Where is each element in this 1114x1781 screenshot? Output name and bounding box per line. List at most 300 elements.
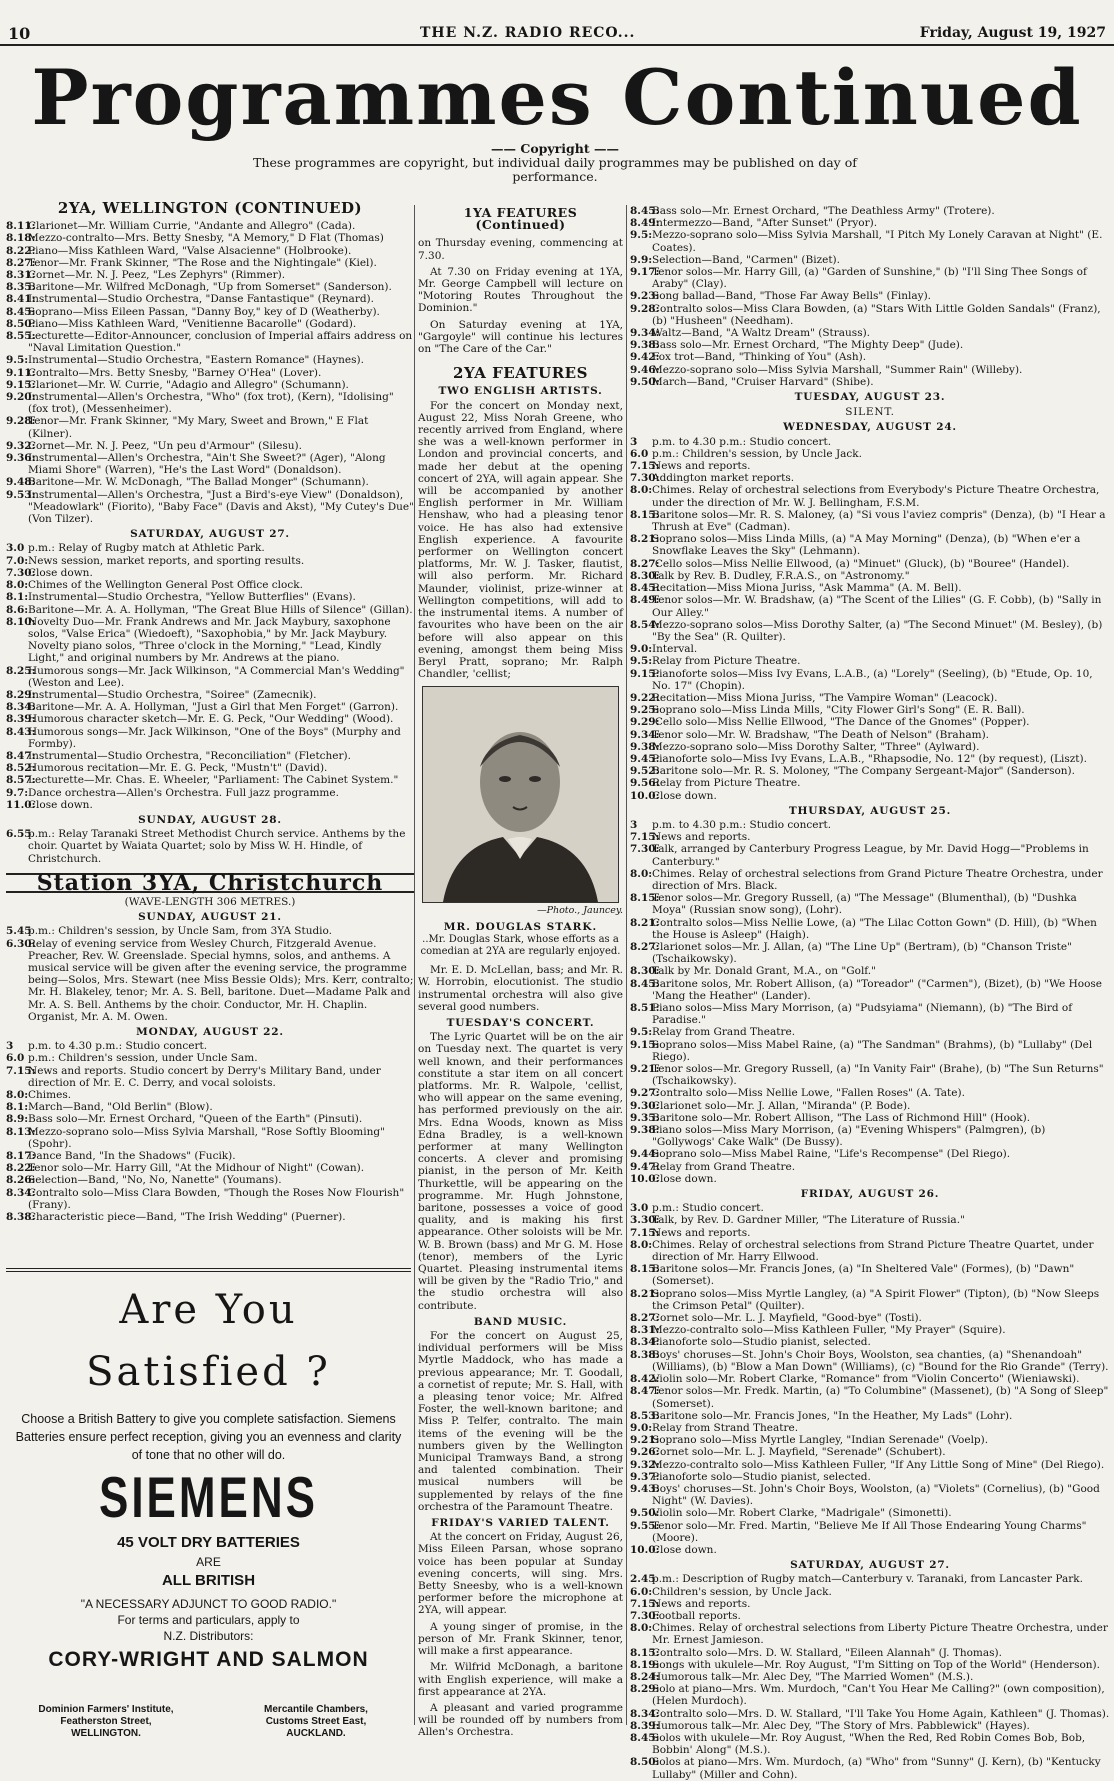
programme-time: 8.15: — [630, 1646, 660, 1659]
programme-time: 7.15: — [630, 460, 660, 473]
photo-caption-text: ..Mr. Douglas Stark, whose efforts as a comedian at 2YA are regularly enjoyed. — [420, 933, 621, 957]
programme-item — [630, 1586, 1110, 1598]
programme-item — [6, 257, 414, 269]
article-paragraph: Mr. E. D. McLellan, bass; and Mr. R. W. Horrobin, elocutionist. The studio instrumental orchestra will also give several good numbers. — [418, 964, 623, 1013]
programme-time: 8.0: — [630, 1238, 653, 1251]
ad-body: Choose a British Battery to give you complete satisfaction. Siemens Batteries ensure perfect reception, giving you an evenness and clarity of tone that no other will do. — [15, 1412, 402, 1462]
day-heading: TUESDAY, AUGUST 23. — [794, 391, 946, 404]
programme-list — [630, 436, 1110, 802]
copyright-notice: —— Copyright —— These programmes are copyright, but individual daily programmes may be published on day of performance. — [230, 142, 880, 184]
programme-item — [6, 591, 414, 603]
programme-description: Instrumental—Allen's Orchestra, "Who" (fox trot), (Kern), "Idolising" (fox trot), (Messenheimer). — [28, 391, 394, 416]
programme-description: Solos at piano—Mrs. Wm. Murdoch, (a) "Who" from "Sunny" (J. Kern), (b) "Kentucky Lullaby" (Miller and Cohn). — [652, 1756, 1101, 1781]
programme-description: Humorous talk—Mr. Alec Dey, "The Story of Mrs. Pabblewick" (Hayes). — [652, 1719, 1030, 1732]
programme-description: News and reports. Studio concert by Derry's Military Band, under direction of Mr. E. C. Derry, and vocal soloists. — [28, 1064, 381, 1089]
programme-description: p.m.: Children's session, under Uncle Sam. — [28, 1052, 258, 1065]
programme-item — [630, 436, 1110, 448]
programme-description: Soprano solos—Miss Myrtle Langley, (a) "A Spirit Flower" (Tipton), (b) "Now Sleeps the Crimson Petal" (Quilter). — [652, 1287, 1100, 1312]
programme-time: 8.15: — [630, 508, 660, 521]
programme-description: Mezzo-contralto solo—Miss Kathleen Fuller, "My Prayer" (Squire). — [652, 1324, 1006, 1337]
programme-item — [630, 1610, 1110, 1622]
programme-time: 9.30: — [630, 1099, 660, 1112]
programme-description: Soprano solos—Miss Mabel Raine, (a) "The Sandman" (Brahms), (b) "Lullaby" (Del Riego). — [652, 1038, 1093, 1063]
programme-description: Relay of evening service from Wesley Church, Fitzgerald Avenue. Preacher, Rev. W. Greenslade. Special hymns, solos, and anthems. A musical service will be given after the evening service, the programme being—Solos, Mrs. Stewart (nee Miss Bessie Olds); Mrs. Kerr, contralto; Mr. H. Blakeley, tenor; Mr. A. S. Bell, baritone. Duet—Madame Palk and Mr. A. S. Bell. Anthems by the choir. Conductor, Mr. H. Chaplin. Organist, Mr. A. M. Owen. — [28, 937, 414, 1023]
programme-item — [6, 1162, 414, 1174]
programme-item — [6, 440, 414, 452]
article-paragraph: On Saturday evening at 1YA, "Gargoyle" will continue his lectures on "The Care of the Car." — [418, 318, 623, 356]
programme-description: Relay from Grand Theatre. — [652, 1160, 796, 1173]
programme-item — [6, 938, 414, 1023]
programme-description: Close down. — [28, 566, 93, 579]
programme-description: Relay from Picture Theatre. — [652, 655, 801, 668]
programme-item — [630, 1385, 1110, 1409]
programme-description: Violin solo—Mr. Robert Clarke, "Romance" from "Violin Concerto" (Wieniawski). — [652, 1373, 1080, 1386]
programme-item — [630, 704, 1110, 716]
programme-description: News and reports. — [652, 1226, 751, 1239]
programme-time: 6.0 — [6, 1052, 25, 1065]
programme-item — [630, 1459, 1110, 1471]
programme-description: Baritone solos—Mr. R. S. Maloney, (a) "Si vous l'aviez compris" (Denza), (b) "I Hear a Thrush at Eve" (Cadman). — [652, 508, 1106, 534]
programme-description: March—Band, "Cruiser Harvard" (Shibe). — [652, 375, 874, 388]
programme-item — [6, 799, 414, 811]
programme-item — [630, 509, 1110, 533]
programme-time: 8.45: — [6, 305, 36, 318]
programme-item — [630, 1227, 1110, 1239]
programme-description: Song ballad—Band, "Those Far Away Bells" (Finlay). — [652, 290, 932, 303]
programme-time: 9.34: — [630, 728, 660, 741]
programme-time: 8.13: — [6, 1125, 36, 1138]
programme-time: 8.54: — [630, 618, 660, 631]
programme-item — [6, 567, 414, 579]
programme-time: 8.47: — [6, 749, 36, 762]
programme-time: 7.0: — [6, 554, 29, 567]
programme-item — [630, 558, 1110, 570]
programme-description: Waltz—Band, "A Waltz Dream" (Strauss). — [652, 327, 871, 340]
programme-time: 9.21: — [630, 1434, 660, 1447]
programme-item — [630, 1087, 1110, 1099]
ad-address-auckland: Mercantile Chambers, Customs Street East, AUCKLAND. — [264, 1704, 368, 1739]
programme-description: Novelty Duo—Mr. Frank Andrews and Mr. Jack Maybury, saxophone solos, "Valse Erica" (Wiedoeft), "Saxophobia," by Mr. Jack Maybury. Novelty piano solos, "Three o'clock in the Morning," "Lead, Kindly Light," and original numbers by Mr. Andrews at the piano. — [28, 615, 391, 665]
programme-item — [6, 1101, 414, 1113]
day-heading: SUNDAY, AUGUST 28. — [138, 813, 282, 826]
programme-time: 8.42: — [630, 1373, 660, 1386]
programme-description: Contralto solos—Miss Nellie Lowe, (a) "The Lilac Cotton Gown" (D. Hill), (b) "When the House is Asleep" (Haigh). — [652, 916, 1097, 941]
programme-description: Close down. — [28, 798, 93, 811]
programme-item — [630, 339, 1110, 351]
programme-description: Instrumental—Studio Orchestra, "Yellow Butterflies" (Evans). — [28, 591, 356, 604]
programme-description: Selection—Band, "No, No, Nanette" (Youmans). — [28, 1174, 282, 1187]
programme-item — [630, 1100, 1110, 1112]
programme-item — [630, 364, 1110, 376]
portrait-photo — [422, 686, 619, 903]
programme-item — [6, 476, 414, 488]
programme-item — [630, 668, 1110, 692]
programme-description: Contralto solo—Mrs. D. W. Stallard, "Eileen Alannah" (J. Thomas). — [652, 1646, 1002, 1659]
programme-item — [630, 643, 1110, 655]
programme-description: Piano—Miss Kathleen Ward, "Valse Alsacienne" (Holbrooke). — [28, 244, 352, 257]
programme-description: Tenor—Mr. Frank Skinner, "My Mary, Sweet and Brown," E Flat (Kilner). — [28, 415, 369, 440]
programme-item — [630, 1263, 1110, 1287]
programme-description: p.m.: Children's session, by Uncle Sam, from 3YA Studio. — [28, 925, 333, 938]
programme-description: 'Cello solos—Miss Nellie Ellwood, (a) "Minuet" (Gluck), (b) "Bouree" (Handel). — [652, 557, 1070, 570]
article-paragraph: At the concert on Friday, August 26, Miss Eileen Parsan, whose soprano voice has been popular at Sunday evening concerts, will sing. Mrs. Betty Sneesby, who is a well-known performer before the microphone at 2YA, will appear. — [418, 1531, 623, 1617]
programme-description: p.m.: Relay of Rugby match at Athletic Park. — [28, 542, 265, 555]
programme-item — [630, 594, 1110, 618]
programme-description: Bass solo—Mr. Ernest Orchard, "The Deathless Army" (Trotere). — [652, 205, 995, 217]
day-heading: MONDAY, AUGUST 22. — [136, 1026, 284, 1038]
programme-time: 3.0 — [6, 542, 25, 555]
programme-description: News and reports. — [652, 460, 751, 473]
programme-time: 7.30: — [6, 566, 36, 579]
programme-description: p.m. to 4.30 p.m.: Studio concert. — [28, 1040, 208, 1053]
programme-time: 8.34: — [630, 1336, 660, 1349]
programme-time: 8.35: — [6, 281, 36, 294]
programme-item — [630, 716, 1110, 728]
programme-item — [6, 713, 414, 725]
programme-description: Instrumental—Studio Orchestra, "Eastern Romance" (Haynes). — [28, 354, 364, 367]
programme-list — [630, 1573, 1110, 1780]
programme-time: 9.46: — [630, 363, 660, 376]
programme-description: Piano solos—Miss Mary Morrison, (a) "Evening Whispers" (Palmgren), (b) "Gollywogs' Cake Walk" (De Bussy). — [652, 1124, 1046, 1149]
programme-item — [6, 489, 414, 526]
programme-item — [630, 1124, 1110, 1148]
programme-item — [630, 303, 1110, 327]
programme-time: 9.27: — [630, 1087, 660, 1100]
section-heading: 1YA FEATURES (Continued) — [463, 205, 578, 233]
programme-item — [6, 330, 414, 354]
programme-description: Soprano solo—Miss Mabel Raine, "Life's Recompense" (Del Riego). — [652, 1148, 1011, 1161]
programme-description: Baritone solo—Mr. Francis Jones, "In the Heather, My Lads" (Lohr). — [652, 1409, 1013, 1422]
programme-item — [630, 205, 1110, 217]
programme-time: 9.50: — [630, 375, 660, 388]
programme-item — [630, 1239, 1110, 1263]
programme-description: Violin solo—Mr. Robert Clarke, "Madrigale" (Simonetti). — [652, 1507, 952, 1520]
ad-are: ARE — [196, 1555, 221, 1569]
programme-item — [6, 415, 414, 439]
column-right — [630, 205, 1110, 1781]
programme-item — [630, 1039, 1110, 1063]
programme-description: Soprano—Miss Eileen Passan, "Danny Boy," key of D (Weatherby). — [28, 305, 380, 318]
section-heading: 2YA FEATURES — [453, 364, 588, 383]
programme-description: Children's session, by Uncle Jack. — [652, 1585, 832, 1598]
day-heading: FRIDAY, AUGUST 26. — [800, 1188, 940, 1201]
programme-item — [6, 1187, 414, 1211]
programme-description: Tenor solos—Mr. Gregory Russell, (a) "The Message" (Blumenthal), (b) "Dushka Moya" (Russian snow song), (Lohr). — [652, 892, 1077, 917]
programme-time: 8.15: — [630, 892, 660, 905]
programme-item — [6, 1211, 414, 1223]
programme-item — [630, 1422, 1110, 1434]
programme-time: 8.31: — [630, 1324, 660, 1337]
programme-description: Football reports. — [652, 1609, 741, 1622]
programme-item — [6, 220, 414, 232]
programme-description: Clarionet—Mr. William Currie, "Andante and Allegro" (Cada). — [28, 220, 356, 233]
programme-time: 9.38: — [630, 339, 660, 352]
day-heading: SATURDAY, AUGUST 27. — [130, 528, 290, 541]
programme-description: Cornet—Mr. N. J. Peez, "Les Zephyrs" (Rimmer). — [28, 269, 286, 282]
programme-time: 9.17: — [630, 266, 660, 279]
programme-description: Relay from Picture Theatre. — [652, 777, 801, 790]
programme-item — [630, 941, 1110, 965]
programme-description: Piano—Miss Kathleen Ward, "Venitienne Bacarolle" (Godard). — [28, 317, 357, 330]
programme-item — [630, 229, 1110, 253]
programme-time: 7.30: — [630, 472, 660, 485]
programme-time: 8.0: — [630, 867, 653, 880]
programme-time: 8.41: — [6, 293, 36, 306]
programme-time: 8.0: — [6, 1089, 29, 1102]
programme-description: Chimes. Relay of orchestral selections from Liberty Picture Theatre Orchestra, under Mr. Ernest Jamieson. — [652, 1622, 1108, 1647]
programme-item — [630, 619, 1110, 643]
programme-item — [630, 351, 1110, 363]
programme-time: 8.34: — [6, 701, 36, 714]
programme-item — [630, 1288, 1110, 1312]
page-title: Programmes Continued — [31, 53, 1083, 142]
programme-item — [630, 965, 1110, 977]
programme-time: 3.0 — [630, 1202, 649, 1215]
programme-time: 9.0: — [630, 1421, 653, 1434]
programme-item — [630, 1659, 1110, 1671]
programme-item — [630, 753, 1110, 765]
article-paragraph: For the concert on August 25, individual performers will be Miss Myrtle Maddock, who has made a previous appearance; Mr. T. Goodall, a cornetist of repute; Mr. S. Hall, with a pleasing tenor voice; Mr. Alfred Foster, the well-known baritone; and Miss P. Telfer, contralto. The main items of the evening will be the numbers given by the Wellington Municipal Tramways Band, a strong and talented combination. Their musical numbers will be supplemented by relays of the fine orchestra of the Paramount Theatre. — [418, 1330, 623, 1513]
programme-description: Talk by Rev. B. Dudley, F.R.A.S., on "Astronomy." — [652, 569, 910, 582]
programme-time: 9.7: — [6, 786, 29, 799]
programme-description: Contralto solos—Miss Clara Bowden, (a) "Stars With Little Golden Sandals" (Franz), (b) "Husheen" (Needham). — [652, 302, 1101, 327]
programme-item — [630, 460, 1110, 472]
programme-time: 9.45: — [630, 752, 660, 765]
programme-description: Selection—Band, "Carmen" (Bizet). — [652, 253, 840, 266]
programme-time: 9.38: — [630, 1124, 660, 1137]
programme-time: 8.27: — [630, 1312, 660, 1325]
programme-time: 9.28: — [6, 415, 36, 428]
programme-item — [6, 604, 414, 616]
programme-time: 9.20: — [6, 391, 36, 404]
siemens-advertisement — [6, 1268, 411, 1737]
programme-item — [6, 616, 414, 665]
programme-time: 8.25: — [6, 664, 36, 677]
programme-item — [630, 892, 1110, 916]
programme-time: 8.27: — [630, 940, 660, 953]
programme-item — [630, 1410, 1110, 1422]
programme-item — [6, 787, 414, 799]
programme-description: Tenor solo—Mr. Harry Gill, "At the Midhour of Night" (Cowan). — [28, 1162, 365, 1175]
programme-time: 3 — [630, 435, 638, 448]
programme-time: 8.50: — [6, 317, 36, 330]
column-middle — [418, 205, 623, 1743]
programme-item — [630, 1336, 1110, 1348]
portrait-illustration — [423, 687, 618, 902]
programme-time: 8.6: — [6, 603, 29, 616]
programme-description: p.m. to 4.30 p.m.: Studio concert. — [652, 435, 832, 448]
ad-product: 45 VOLT DRY BATTERIES — [117, 1534, 300, 1551]
programme-description: Cornet solo—Mr. L. J. Mayfield, "Good-bye" (Tosti). — [652, 1312, 922, 1325]
programme-item — [630, 1708, 1110, 1720]
wave-length: (WAVE-LENGTH 306 METRES.) — [124, 895, 296, 908]
programme-time: 8.53: — [630, 1409, 660, 1422]
programme-description: News and reports. — [652, 1597, 751, 1610]
programme-time: 9.47: — [630, 1160, 660, 1173]
programme-item — [630, 1148, 1110, 1160]
programme-time: 9.56: — [630, 777, 660, 790]
programme-item — [630, 765, 1110, 777]
programme-item — [630, 1671, 1110, 1683]
programme-time: 8.57: — [6, 774, 36, 787]
programme-description: Mezzo-soprano solo—Miss Sylvia Marshall, "Rose Softly Blooming" (Spohr). — [28, 1125, 385, 1150]
programme-time: 9.15: — [6, 378, 36, 391]
programme-item — [630, 1202, 1110, 1214]
programme-time: 8.0: — [630, 1622, 653, 1635]
programme-description: Instrumental—Allen's Orchestra, "Just a Bird's-eye View" (Donaldson), "Meadowlark" (Fiorito), "Baby Face" (Davis and Akst), "My Cutey's Due" (Von Tilzer). — [28, 488, 414, 526]
programme-time: 8.31: — [6, 269, 36, 282]
programme-time: 8.26: — [6, 1174, 36, 1187]
programme-description: Talk, arranged by Canterbury Progress League, by Mr. David Hogg—"Problems in Canterbury." — [652, 843, 1089, 868]
siemens-logo: SIEMENS — [98, 1466, 319, 1531]
silent-notice: SILENT. — [845, 406, 895, 419]
copyright-heading: Copyright — [520, 141, 590, 156]
programme-item — [6, 367, 414, 379]
programme-description: Tenor solos—Mr. Gregory Russell, (a) "In Vanity Fair" (Brahe), (b) "The Sun Returns" (Tschaikowsky). — [652, 1063, 1104, 1088]
programme-time: 3.30: — [630, 1214, 660, 1227]
programme-time: 8.30: — [630, 965, 660, 978]
programme-item — [6, 555, 414, 567]
programme-time: 8.21: — [630, 533, 660, 546]
programme-description: Baritone solo—Mr. R. S. Moloney, "The Company Sergeant-Major" (Sanderson). — [652, 765, 1075, 778]
programme-time: 8.18: — [6, 232, 36, 245]
programme-description: Baritone solo—Mr. Robert Allison, "The Lass of Richmond Hill" (Hook). — [652, 1111, 1031, 1124]
station-heading: Station 3YA, Christchurch — [6, 873, 414, 893]
programme-item — [630, 1434, 1110, 1446]
programme-time: 8.22: — [6, 1162, 36, 1175]
programme-item — [630, 1483, 1110, 1507]
programme-description: Solos with ukulele—Mr. Roy August, "When the Red, Red Robin Comes Bob, Bob, Bobbin' Along" (M.S.). — [652, 1731, 1086, 1757]
programme-time: 9.15: — [630, 667, 660, 680]
programme-time: 8.52: — [6, 762, 36, 775]
programme-description: Cornet solo—Mr. L. J. Mayfield, "Serenade" (Schubert). — [652, 1446, 946, 1459]
ad-address-wellington: Dominion Farmers' Institute, Featherston Street, WELLINGTON. — [38, 1704, 174, 1739]
programme-description: Bass solo—Mr. Ernest Orchard, "The Mighty Deep" (Jude). — [652, 339, 964, 352]
programme-description: Pianoforte solo—Miss Ivy Evans, L.A.B., "Rhapsodie, No. 12" (by request), (Liszt). — [652, 752, 1087, 765]
page-number: 10 — [8, 24, 31, 43]
programme-item — [630, 868, 1110, 892]
programme-time: 8.47: — [630, 1385, 660, 1398]
programme-time: 8.27: — [630, 557, 660, 570]
programme-description: Tenor—Mr. Frank Skinner, "The Rose and the Nightingale" (Kiel). — [28, 256, 377, 269]
programme-description: Pianoforte solos—Miss Ivy Evans, L.A.B., (a) "Lorely" (Seeling), (b) "Etude, Op. 10, No. 17" (Chopin). — [652, 667, 1093, 692]
programme-time: 6.55 — [6, 828, 32, 841]
programme-item — [6, 689, 414, 701]
programme-item — [6, 1113, 414, 1125]
programme-description: Tenor solos—Mr. Harry Gill, (a) "Garden of Sunshine," (b) "I'll Sing Thee Songs of Araby" (Clay). — [652, 266, 1087, 291]
programme-item — [630, 1520, 1110, 1544]
programme-time: 9.50: — [630, 1507, 660, 1520]
ad-all-british: ALL BRITISH — [161, 1572, 256, 1589]
programme-time: 8.34: — [6, 1186, 36, 1199]
programme-item — [630, 1063, 1110, 1087]
programme-item — [6, 281, 414, 293]
programme-time: 8.45: — [630, 977, 660, 990]
programme-description: Humorous talk—Mr. Alec Dey, "The Married Women" (M.S.). — [652, 1670, 974, 1683]
programme-item — [630, 376, 1110, 388]
programme-description: Instrumental—Studio Orchestra, "Danse Fantastique" (Reynard). — [28, 293, 374, 306]
programme-item — [6, 232, 414, 244]
programme-time: 11.0: — [6, 798, 36, 811]
programme-description: Baritone solos—Mr. Francis Jones, (a) "In Sheltered Vale" (Formes), (b) "Dawn" (Somerset). — [652, 1263, 1075, 1288]
programme-time: 9.38: — [630, 740, 660, 753]
programme-time: 9.0: — [630, 643, 653, 656]
ad-distributor-name: CORY-WRIGHT AND SALMON — [48, 1648, 369, 1671]
programme-item — [630, 1446, 1110, 1458]
programme-time: 8.43: — [6, 725, 36, 738]
programme-item — [6, 1174, 414, 1186]
programme-item — [630, 484, 1110, 508]
programme-list — [630, 205, 1110, 388]
programme-time: 9.44: — [630, 1148, 660, 1161]
programme-description: Songs with ukulele—Mr. Roy August, "I'm Sitting on Top of the World" (Henderson). — [652, 1658, 1100, 1671]
programme-description: Soprano solo—Miss Myrtle Langley, "Indian Serenade" (Voelp). — [652, 1434, 989, 1447]
programme-time: 6.30: — [6, 937, 36, 950]
programme-item — [630, 1324, 1110, 1336]
programme-item — [630, 777, 1110, 789]
programme-item — [630, 1349, 1110, 1373]
article-paragraph: on Thursday evening, commencing at 7.30. — [418, 237, 623, 262]
programme-time: 10.0: — [630, 1543, 660, 1556]
programme-time: 9.32: — [630, 1458, 660, 1471]
programme-list — [6, 1040, 414, 1223]
programme-time: 9.42: — [630, 351, 660, 364]
programme-time: 7.15: — [630, 1226, 660, 1239]
column-left — [6, 200, 414, 1223]
programme-description: Chimes. — [28, 1089, 72, 1102]
programme-description: 'Cello solo—Miss Nellie Ellwood, "The Dance of the Gnomes" (Popper). — [652, 716, 1030, 729]
programme-time: 10.0: — [630, 1172, 660, 1185]
programme-item — [630, 1544, 1110, 1556]
programme-item — [630, 1373, 1110, 1385]
programme-item — [6, 1126, 414, 1150]
programme-description: Dance Band, "In the Shadows" (Fucik). — [28, 1150, 236, 1163]
programme-description: Recitation—Miss Miona Juriss, "The Vampire Woman" (Leacock). — [652, 691, 998, 704]
programme-time: 9.28: — [630, 302, 660, 315]
programme-item — [630, 831, 1110, 843]
programme-description: Fox trot—Band, "Thinking of You" (Ash). — [652, 351, 867, 364]
programme-description: Dance orchestra—Allen's Orchestra. Full jazz programme. — [28, 786, 339, 799]
programme-time: 8.45: — [630, 205, 660, 217]
programme-list — [6, 220, 414, 525]
programme-time: 9.35: — [630, 1111, 660, 1124]
programme-time: 9.53: — [6, 488, 36, 501]
programme-time: 8.55: — [6, 330, 36, 343]
programme-item — [630, 741, 1110, 753]
programme-time: 8.49: — [630, 217, 660, 230]
programme-description: Instrumental—Studio Orchestra, "Reconciliation" (Fletcher). — [28, 749, 351, 762]
programme-time: 7.30: — [630, 843, 660, 856]
programme-time: 9.5: — [630, 655, 653, 668]
ad-headline-1: Are You — [119, 1287, 298, 1333]
programme-time: 8.34: — [630, 1707, 660, 1720]
programme-item — [630, 1112, 1110, 1124]
programme-description: Chimes of the Wellington General Post Office clock. — [28, 579, 303, 592]
programme-time: 8.21: — [630, 1287, 660, 1300]
programme-item — [630, 327, 1110, 339]
programme-item — [630, 843, 1110, 867]
programme-item — [6, 318, 414, 330]
programme-item — [630, 1720, 1110, 1732]
programme-item — [630, 1214, 1110, 1226]
article-paragraph: A young singer of promise, in the person of Mr. Frank Skinner, tenor, will make a first appearance. — [418, 1620, 623, 1658]
programme-time: 7.30: — [630, 1609, 660, 1622]
programme-time: 8.24: — [630, 1670, 660, 1683]
day-heading: SUNDAY, AUGUST 21. — [138, 911, 282, 924]
programme-description: Chimes. Relay of orchestral selections from Strand Picture Theatre Quartet, under direction of Mr. Harry Ellwood. — [652, 1238, 1094, 1264]
programme-description: Clarionet solos—Mr. J. Allan, (a) "The Line Up" (Bertram), (b) "Chanson Triste" (Tschaikowsky). — [652, 940, 1072, 966]
programme-description: Intermezzo—Band, "After Sunset" (Pryor). — [652, 217, 878, 230]
